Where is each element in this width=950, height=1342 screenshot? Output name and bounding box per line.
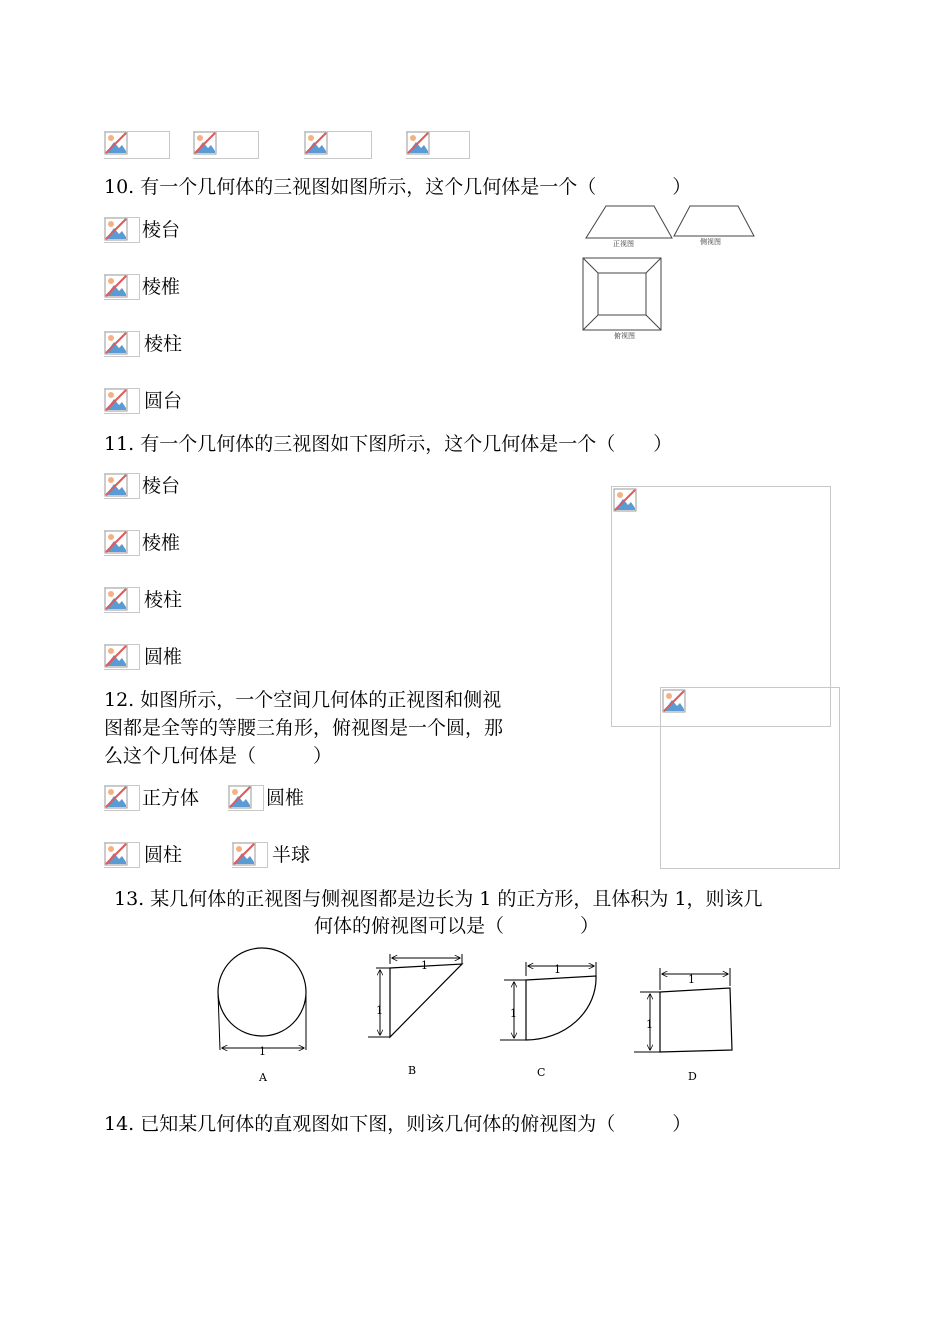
q12-image-frame — [660, 687, 840, 869]
option-label: 圆椎 — [144, 646, 183, 668]
question-12-line3: 么这个几何体是（ ） — [104, 745, 333, 767]
choice-a-label: A — [259, 1071, 267, 1084]
option-label: 棱台 — [142, 475, 181, 497]
q13-choice-figures — [200, 940, 750, 1090]
option-label: 正方体 — [142, 787, 200, 809]
question-12-line2: 图都是全等的等腰三角形，俯视图是一个圆，那 — [104, 717, 504, 739]
question-11-text: 11. 有一个几何体的三视图如下图所示，这个几何体是一个（ ） — [104, 433, 673, 455]
option-label: 圆柱 — [144, 844, 183, 866]
image-placeholder — [406, 131, 470, 159]
question-13-line2: 何体的俯视图可以是（ ） — [314, 915, 600, 937]
option-label: 圆台 — [144, 390, 183, 412]
image-placeholder — [304, 131, 372, 159]
image-placeholder — [104, 131, 170, 159]
option-label: 棱台 — [142, 219, 181, 241]
choice-d-figure — [634, 968, 732, 1083]
three-view-figure — [578, 200, 758, 342]
option-label: 圆椎 — [266, 787, 305, 809]
front-view-label: 正视图 — [613, 240, 634, 248]
option-label: 棱椎 — [142, 532, 181, 554]
dim-label: 1 — [421, 959, 428, 972]
choice-c-figure — [500, 962, 596, 1079]
option-label: 棱柱 — [144, 333, 183, 355]
side-view-trapezoid — [674, 206, 754, 236]
choice-d-label: D — [688, 1070, 697, 1083]
broken-image-icon — [662, 689, 686, 713]
image-placeholder — [193, 131, 259, 159]
front-view-trapezoid — [586, 206, 672, 238]
dim-label: 1 — [259, 1045, 266, 1058]
question-13-line1: 13. 某几何体的正视图与侧视图都是边长为 1 的正方形，且体积为 1，则该几 — [114, 888, 763, 910]
choice-b-figure — [368, 954, 462, 1077]
option-label: 半球 — [272, 844, 311, 866]
top-view-inner — [598, 273, 646, 315]
dim-label: 1 — [554, 963, 561, 976]
dim-label: 1 — [688, 973, 695, 986]
choice-c-label: C — [537, 1066, 546, 1079]
question-14-text: 14. 已知某几何体的直观图如下图，则该几何体的俯视图为（ ） — [104, 1113, 692, 1135]
question-10-text: 10. 有一个几何体的三视图如图所示，这个几何体是一个（ ） — [104, 176, 692, 198]
option-label: 棱柱 — [144, 589, 183, 611]
choice-a-figure — [218, 948, 306, 1084]
option-label: 棱椎 — [142, 276, 181, 298]
broken-image-icon — [613, 488, 637, 512]
top-view-label: 俯视图 — [614, 332, 635, 340]
dim-label: 1 — [510, 1007, 517, 1020]
choice-b-label: B — [408, 1064, 417, 1077]
side-view-label: 侧视图 — [700, 238, 721, 246]
dim-label: 1 — [376, 1004, 383, 1017]
dim-label: 1 — [646, 1018, 653, 1031]
top-view-outer — [583, 258, 661, 330]
question-12-line1: 12. 如图所示，一个空间几何体的正视图和侧视 — [104, 689, 502, 711]
